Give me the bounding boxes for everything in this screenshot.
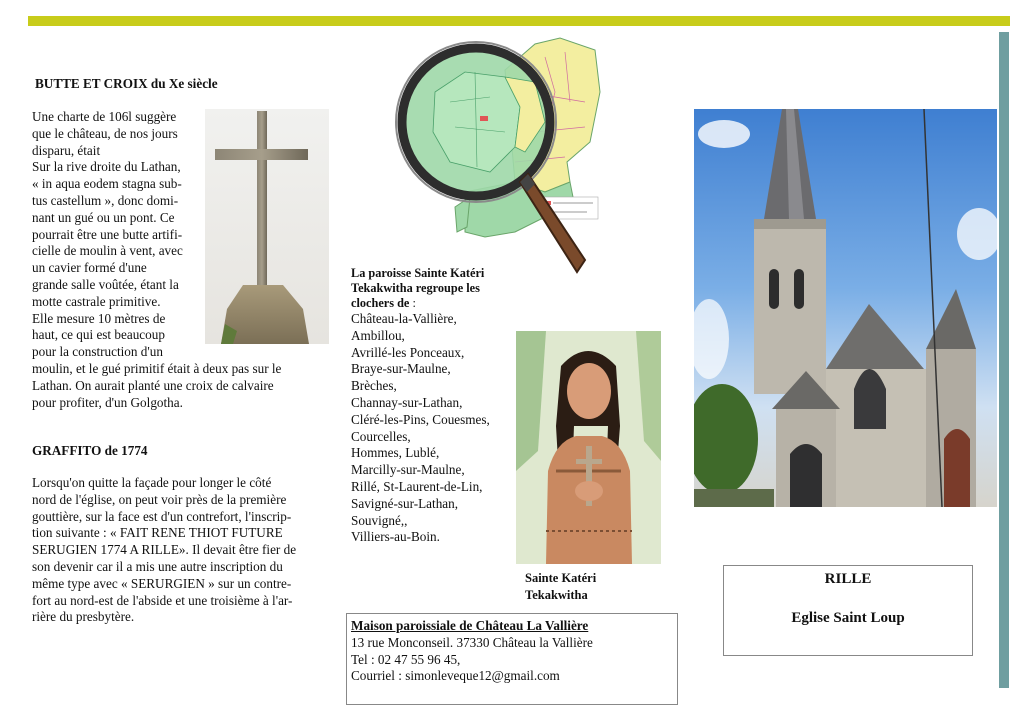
village-item: Channay-sur-Lathan, [351,394,463,410]
church-building-icon [694,109,997,507]
village-item: Hommes, Lublé, [351,445,440,461]
contact-text [351,618,673,685]
saint-caption-line: Sainte Katéri [525,571,597,585]
contact-address: 13 rue Monconseil. 37330 Château la Vallière [351,634,593,650]
heading-butte-croix: BUTTE ET CROIX du Xe siècle [35,76,218,91]
contact-title: Maison paroissiale de Château La Vallière [351,618,589,633]
paragraph-line: « in aqua eodem stagna sub- [32,176,182,192]
village-item: Cléré-les-Pins, Couesmes, [351,411,490,427]
page-title: RILLE [824,571,872,587]
contact-tel: Tel : 02 47 55 96 45, [351,651,461,667]
village-item: Avrillé-les Ponceaux, [351,344,465,360]
calvary-cross-icon [205,109,329,344]
village-item: Courcelles, [351,428,411,444]
paragraph-line: nant un gué ou un pont. Ce [32,209,175,225]
village-item: Brèches, [351,378,397,394]
village-item: Marcilly-sur-Maulne, [351,462,465,478]
paragraph-line: rière du presbytère. [32,609,135,625]
saint-kateri-image [516,331,661,564]
village-item: Savigné-sur-Lathan, [351,495,459,511]
paragraph-line: motte castrale primitive. [32,293,161,309]
map-magnifier-icon [395,32,607,282]
paragraph-line: même type avec « SERURGIEN » sur un contre- [32,575,292,591]
parish-list [351,266,513,546]
contact-box [346,613,678,705]
title-box [723,565,973,656]
parish-lead-line: Tekakwitha regroupe les [351,281,480,295]
saint-caption [525,570,596,603]
paragraph-line: fort au nord-est de l'abside et une troisième à l'ar- [32,592,293,608]
cross-photo [205,109,329,344]
paragraph-line: pour la construction d'un [32,344,163,360]
paragraph-line: pour profiter, d'un Golgotha. [32,394,183,410]
saint-caption-line: Tekakwitha [525,587,588,602]
parish-lead-colon: : [409,296,416,310]
village-item: Villiers-au-Boin. [351,529,440,545]
paragraph-line: disparu, était [32,142,101,158]
parish-lead-line: clochers de [351,296,410,310]
paragraph-line: que le château, de nos jours [32,125,178,141]
paragraph-line: moulin, et le gué primitif était à deux pas sur le [32,360,282,376]
paragraph-line: Lorsqu'on quitte la façade pour longer le côté [32,475,272,490]
village-list [351,311,513,546]
paragraph-line: gouttière, sur la face est d'un contrefort, l'inscrip- [32,508,292,524]
right-accent-bar [999,32,1009,688]
paragraph-line: son devenir car il a mis une autre inscription du [32,558,283,574]
village-item: Souvigné,, [351,512,408,528]
paragraph-line: pourrait être une butte artifi- [32,226,183,242]
paragraph-line: nord de l'église, on peut voir près de la première [32,491,287,507]
paragraph-line: Sur la rive droite du Lathan, [32,159,181,175]
page-subtitle: Eglise Saint Loup [791,610,905,626]
paragraph-line: Lathan. On aurait planté une croix de calvaire [32,377,274,393]
paragraph-line: cielle de moulin à vent, avec [32,243,183,259]
paragraph-line: tion suivante : « FAIT RENE THIOT FUTURE [32,525,283,541]
village-item: Rillé, St-Laurent-de-Lin, [351,478,483,494]
paragraph-line: un cavier formé d'une [32,260,147,276]
parish-map [395,32,607,282]
church-photo [694,109,997,507]
village-item: Ambillou, [351,327,405,343]
heading-graffito: GRAFFITO de 1774 [32,443,148,458]
paragraph-line: Une charte de 106l suggère [32,109,177,124]
parish-lead-line: La paroisse Sainte Katéri [351,266,485,280]
paragraph-line: SERUGIEN 1774 A RILLE». Il devait être fier de [32,542,297,558]
contact-email[interactable]: Courriel : simonleveque12@gmail.com [351,668,560,684]
top-accent-bar [28,16,1010,26]
saint-portrait-icon [516,331,661,564]
paragraph-line: tus castellum », donc domi- [32,192,179,208]
paragraph-line: Elle mesure 10 mètres de [32,310,166,326]
paragraph-graffito [32,475,332,626]
paragraph-line: haut, ce qui est beaucoup [32,327,165,343]
parish-lead [351,266,513,311]
paragraph-line: grande salle voûtée, étant la [32,276,179,292]
village-item: Braye-sur-Maulne, [351,361,451,377]
village-item: Château-la-Vallière, [351,311,457,326]
